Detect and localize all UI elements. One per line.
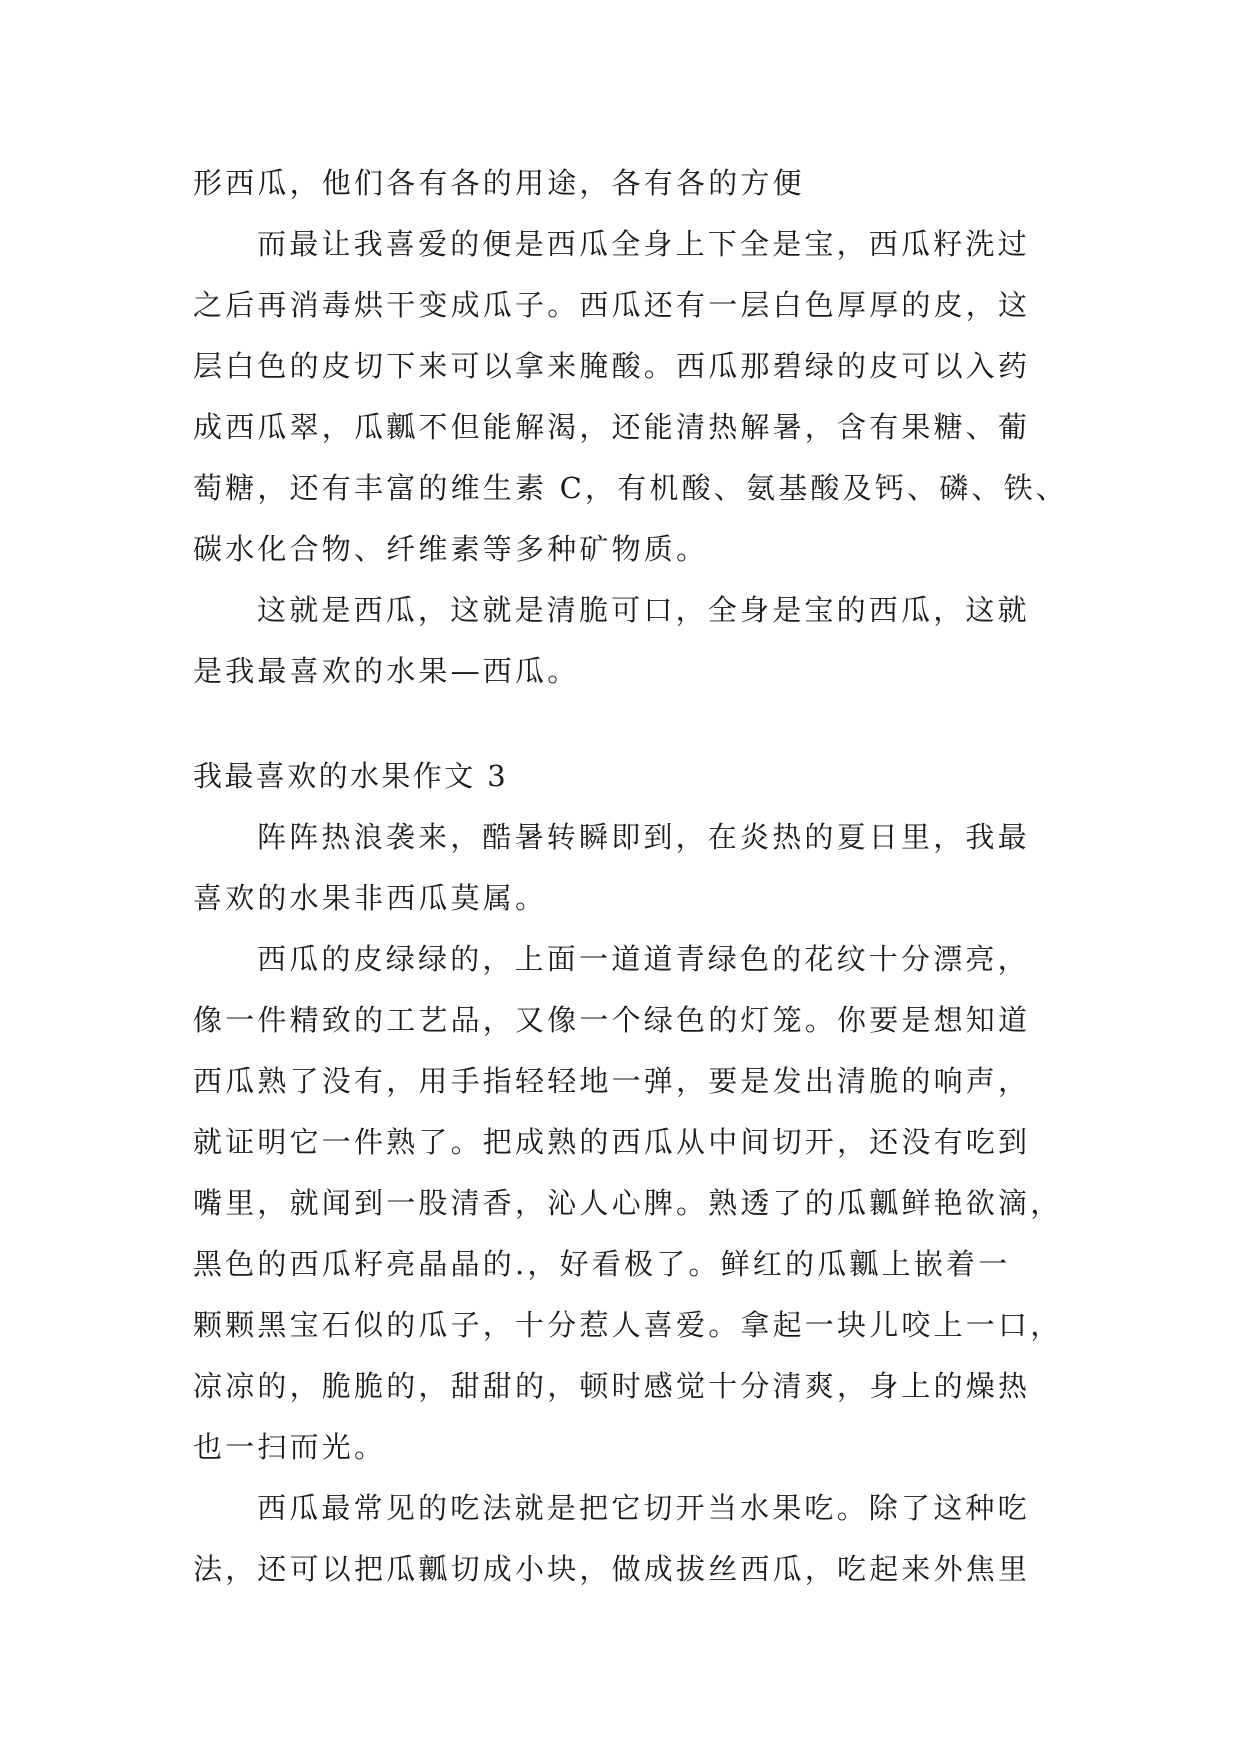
text-line: 之后再消毒烘干变成瓜子。西瓜还有一层白色厚厚的皮，这 (193, 288, 1031, 322)
paragraph-conclusion (193, 580, 1053, 702)
text-line: 黑色的西瓜籽亮晶晶的.，好看极了。鲜红的瓜瓤上嵌着一 (193, 1247, 1011, 1281)
text-line: 像一件精致的工艺品，又像一个绿色的灯笼。你要是想知道 (193, 1003, 1031, 1037)
paragraph-description (193, 929, 1063, 1478)
text-line: 而最让我喜爱的便是西瓜全身上下全是宝，西瓜籽洗过 (257, 227, 1030, 261)
text-line: 阵阵热浪袭来，酷暑转瞬即到，在炎热的夏日里，我最 (257, 820, 1030, 854)
text-line: 西瓜最常见的吃法就是把它切开当水果吃。除了这种吃 (257, 1491, 1030, 1525)
text-line: 法，还可以把瓜瓤切成小块，做成拔丝西瓜，吃起来外焦里 (193, 1552, 1031, 1586)
paragraph-intro (193, 807, 1053, 929)
text-line: 颗颗黑宝石似的瓜子，十分惹人喜爱。拿起一块儿咬上一口， (193, 1308, 1063, 1342)
paragraph-seeds-and-rind (193, 214, 1069, 580)
text-line: 就证明它一件熟了。把成熟的西瓜从中间切开，还没有吃到 (193, 1125, 1031, 1159)
text-line: 嘴里，就闻到一股清香，沁人心脾。熟透了的瓜瓤鲜艳欲滴， (193, 1186, 1063, 1220)
text-line: 碳水化合物、纤维素等多种矿物质。 (193, 532, 709, 566)
paragraph-continuation (193, 153, 1053, 214)
text-line: 是我最喜欢的水果—西瓜。 (193, 654, 580, 688)
text-line: 形西瓜，他们各有各的用途，各有各的方便 (193, 166, 805, 200)
text-line: 层白色的皮切下来可以拿来腌酸。西瓜那碧绿的皮可以入药 (193, 349, 1031, 383)
essay-title: 我最喜欢的水果作文 3 (193, 759, 509, 793)
text-line: 西瓜的皮绿绿的，上面一道道青绿色的花纹十分漂亮， (257, 942, 1030, 976)
text-line: 萄糖，还有丰富的维生素 C，有机酸、氨基酸及钙、磷、铁、 (193, 471, 1069, 505)
section-heading (193, 746, 1053, 807)
paragraph-ways-to-eat (193, 1478, 1053, 1600)
text-line: 喜欢的水果非西瓜莫属。 (193, 881, 548, 915)
text-line: 也一扫而光。 (193, 1430, 387, 1464)
section-spacer (193, 702, 1053, 746)
text-line: 成西瓜翠，瓜瓤不但能解渴，还能清热解暑，含有果糖、葡 (193, 410, 1031, 444)
text-line: 这就是西瓜，这就是清脆可口，全身是宝的西瓜，这就 (257, 593, 1030, 627)
text-line: 西瓜熟了没有，用手指轻轻地一弹，要是发出清脆的响声， (193, 1064, 1031, 1098)
text-line: 凉凉的，脆脆的，甜甜的，顿时感觉十分清爽，身上的燥热 (193, 1369, 1031, 1403)
document-body (193, 153, 1069, 1600)
